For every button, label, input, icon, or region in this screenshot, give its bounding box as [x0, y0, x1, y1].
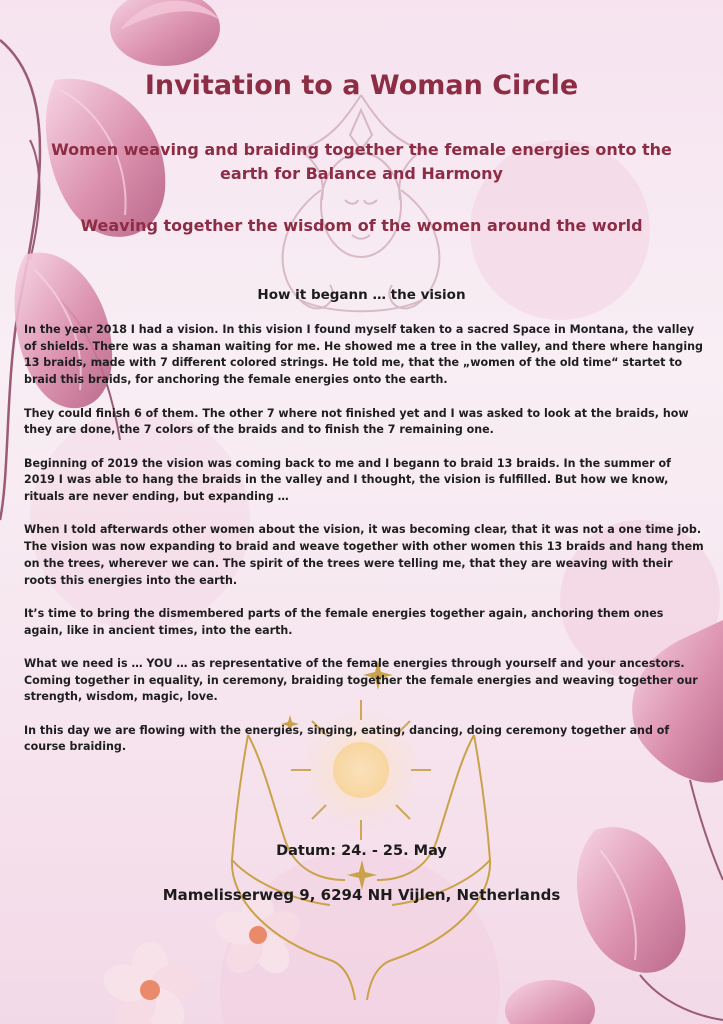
page-subtitle: Women weaving and braiding together the female energies onto the earth for Balance and Harmony [51, 140, 672, 183]
page-tagline: Weaving together the wisdom of the women around the world [80, 216, 643, 235]
story-heading: How it begann … the vision [257, 287, 466, 303]
story-paragraph: When I told afterwards other women about the vision, it was becoming clear, that it was not a one time job. The vision was now expanding to braid and weave together with other women this 13 braids and hang them on the trees, wherever we can. The spirit of the trees were telling me, that they are weaving with their roots this energies into the earth. [24, 523, 704, 587]
page-title: Invitation to a Woman Circle [144, 70, 579, 101]
event-date: Datum: 24. - 25. May [276, 843, 447, 859]
story-paragraph: In the year 2018 I had a vision. In this vision I found myself taken to a sacred Space in Montana, the valley of shields. There was a shaman waiting for me. He showed me a tree in the valley, and there where hanging 13 braids, made with 7 different colored strings. He told me, that the „women of the old time“ startet to braid this braids, for anchoring the female energies onto the earth. [24, 323, 703, 387]
event-address: Mamelisserweg 9, 6294 NH Vijlen, Netherlands [162, 886, 561, 904]
story-paragraph: Beginning of 2019 the vision was coming back to me and I begann to braid 13 braids. In the summer of 2019 I was able to hang the braids in the valley and I thought, the vision is fulfilled. But how we know, rituals are never ending, but expanding … [24, 456, 671, 503]
story-paragraph: What we need is … YOU … as representative of the female energies through yourself and your ancestors. Coming together in equality, in ceremony, braiding together the female energies and weaving together our strength, wisdom, magic, love. [24, 656, 698, 704]
story-paragraph: It’s time to bring the dismembered parts of the female energies together again, anchoring them ones again, like in ancient times, into the earth. [24, 606, 664, 637]
story-body [24, 322, 704, 773]
story-paragraph: They could finish 6 of them. The other 7 where not finished yet and I was asked to look at the braids, how they are done, the 7 colors of the braids and to finish the 7 remaining one. [24, 406, 689, 437]
story-paragraph: In this day we are flowing with the energies, singing, eating, dancing, doing ceremony together and of course braiding. [24, 723, 670, 754]
